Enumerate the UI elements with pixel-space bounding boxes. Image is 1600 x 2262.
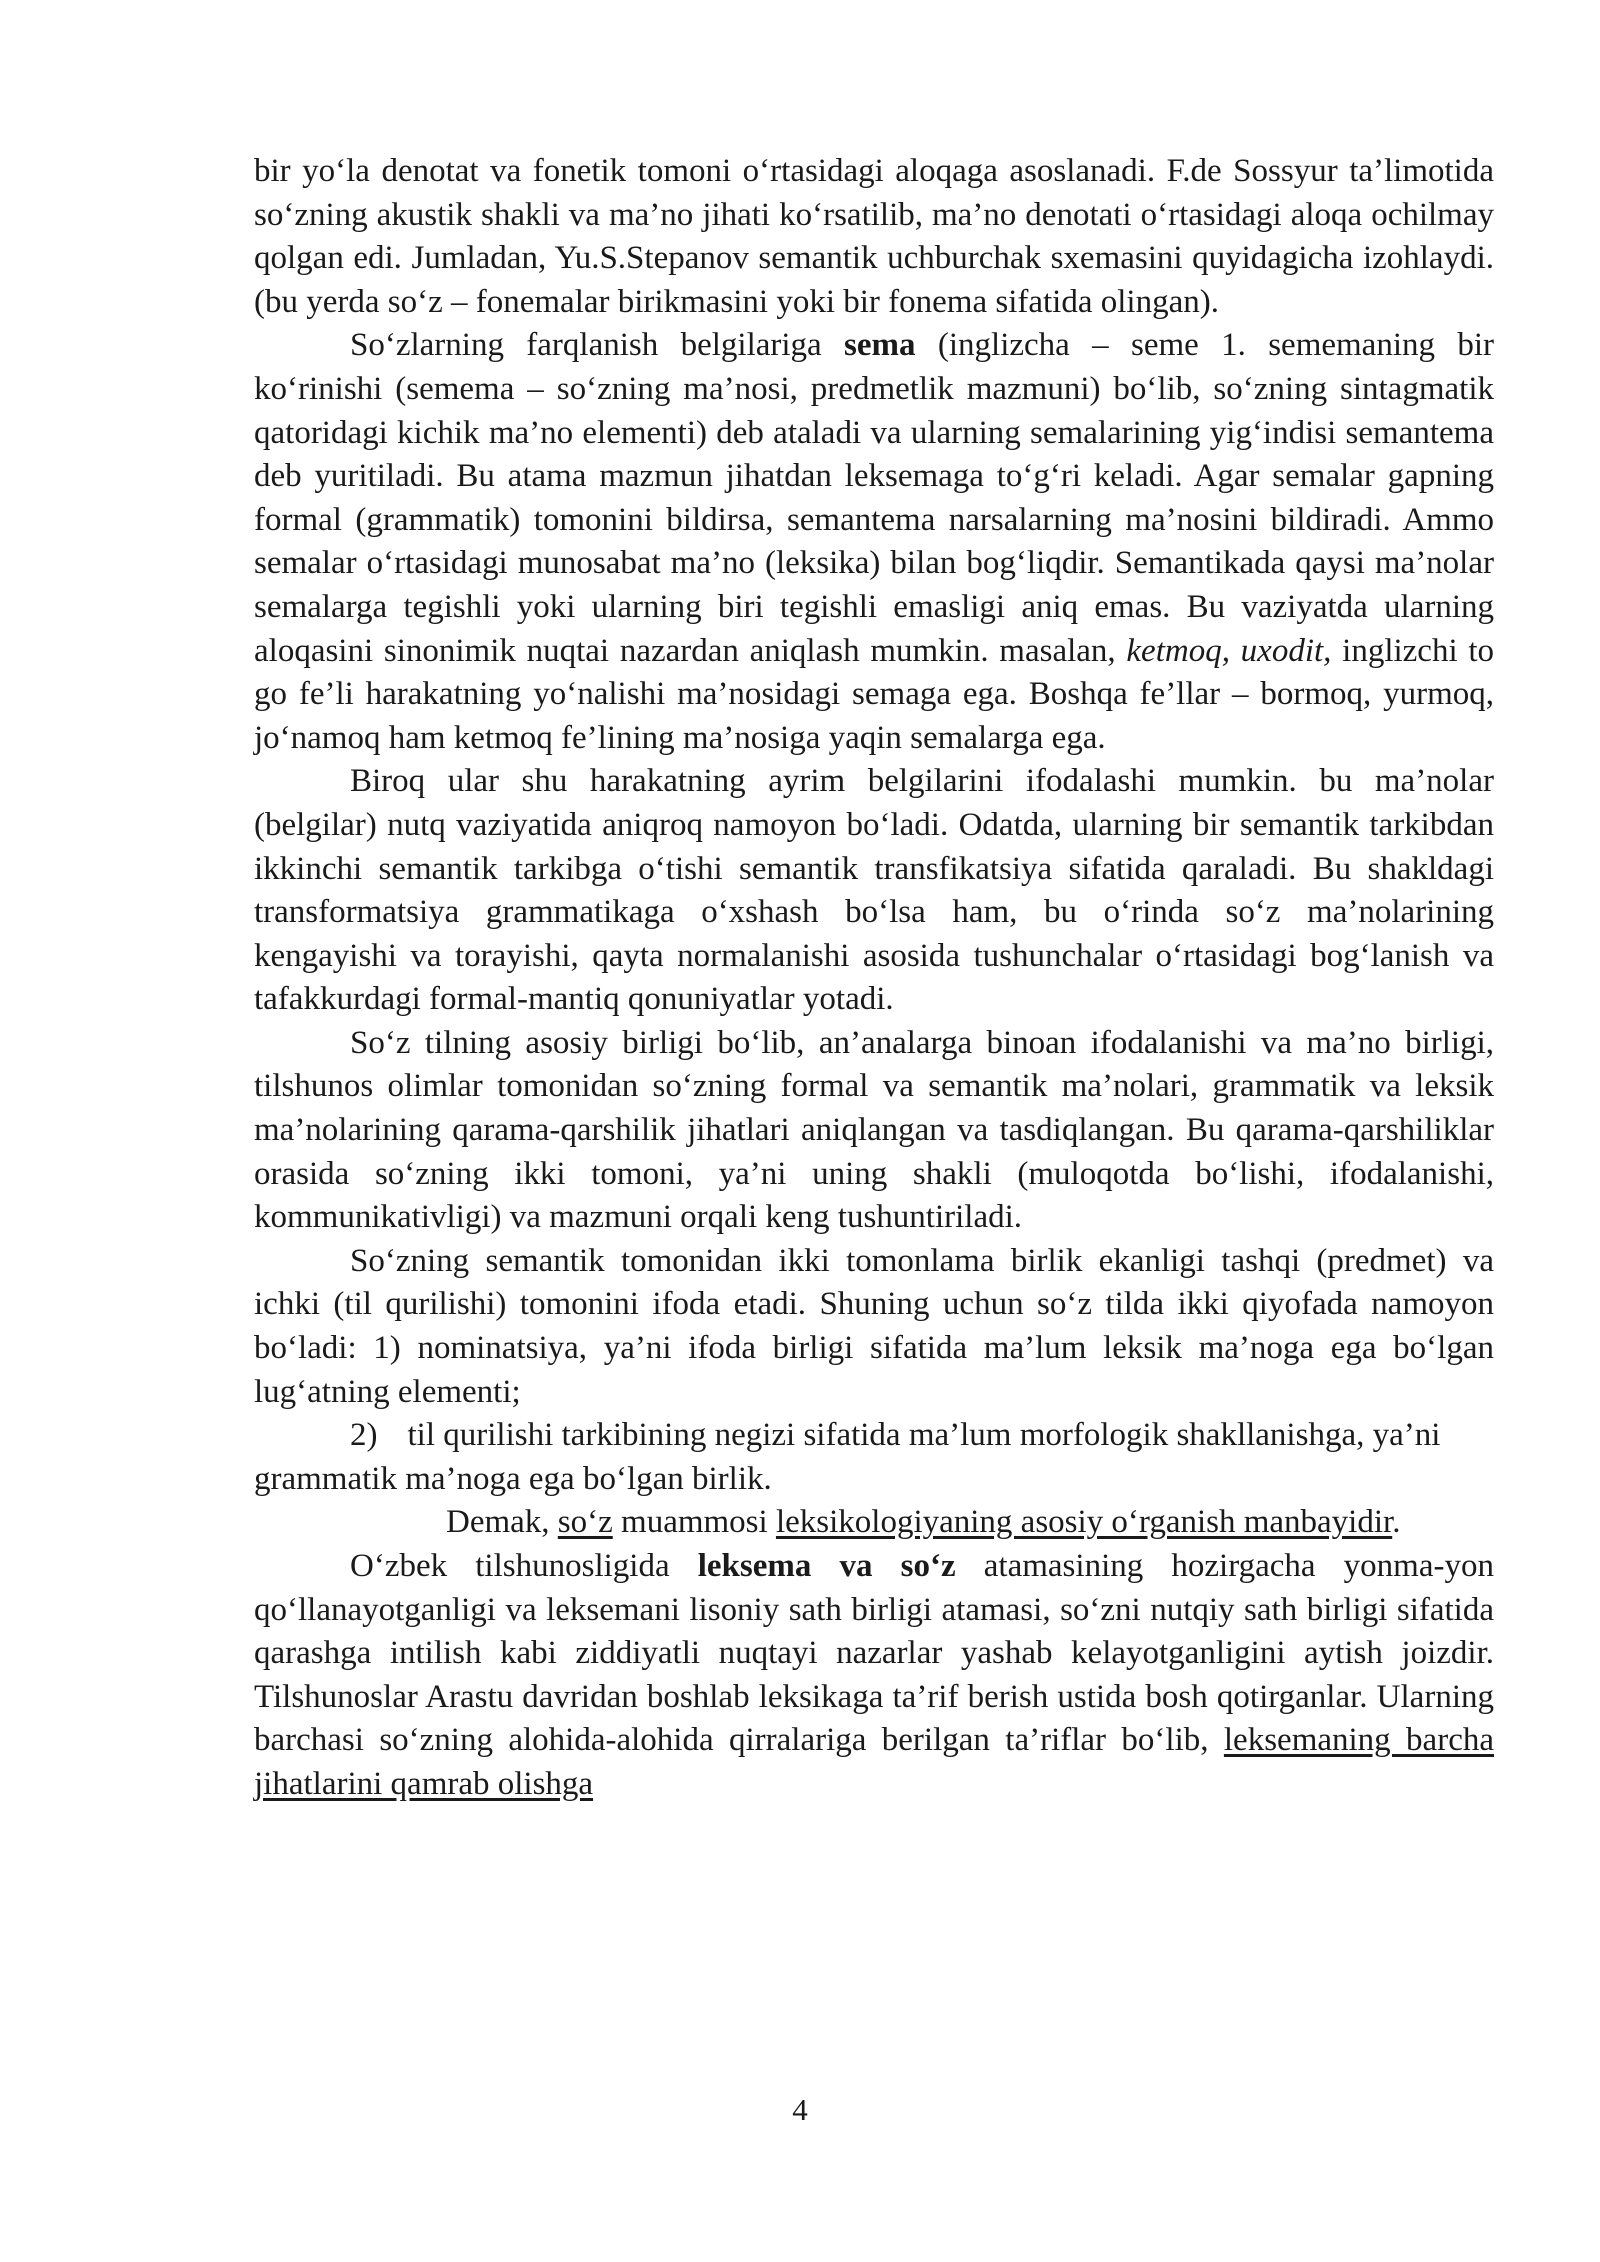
paragraph-text: atamasining hozirgacha yonma-yon qo‘llanayotganligi va leksemani lisoniy sath birligi atamasi, so‘zni nutqiy sath birligi sifatida qarashga intilish kabi ziddiyatli nuqtayi nazarlar yashab kelayotganligini aytish joizdir. Tilshunoslar Arastu davridan boshlab leksikaga ta’rif berish ustida bosh qotirganlar. Ularning barchasi so‘zning alohida-alohida qirralariga berilgan ta’riflar bo‘lib, — [254, 1548, 1494, 1759]
paragraph-text: (inglizcha – seme 1. sememaning bir ko‘rinishi (semema – so‘zning ma’nosi, predmetlik mazmuni) bo‘lib, so‘zning sintagmatik qatoridagi kichik ma’no elementi) deb ataladi va ularning semalarining yig‘indisi semantema deb yuritiladi. Bu atama mazmun jihatdan leksemaga to‘g‘ri keladi. Agar semalar gapning formal (grammatik) tomonini bildirsa, semantema narsalarning ma’nosini bildiradi. Ammo semalar o‘rtasidagi munosabat ma’no (leksika) bilan bog‘liqdir. Semantikada qaysi ma’nolar semalarga tegishli yoki ularning biri tegishli emasligi aniq emas. Bu vaziyatda ularning aloqasini sinonimik nuqtai nazardan aniqlash mumkin. masalan, — [254, 327, 1494, 669]
paragraph-text: Demak, — [446, 1504, 558, 1541]
paragraph-3 — [254, 760, 1494, 1022]
underlined-phrase: leksikologiyaning asosiy o‘rganish manbayidir — [775, 1504, 1393, 1541]
paragraph-text: muammosi — [612, 1504, 776, 1541]
paragraph-text: inglizchi to go fe’li harakatning yo‘nalishi ma’nosidagi semaga ega. Boshqa fe’llar – bormoq, yurmoq, jo‘namoq ham ketmoq fe’lining ma’nosiga yaqin semalarga ega. — [254, 632, 1495, 756]
paragraph-4 — [254, 1022, 1494, 1240]
term-leksema-va-soz: leksema va so‘z — [697, 1548, 956, 1584]
paragraph-text: bir yo‘la denotat va fonetik tomoni o‘rtasidagi aloqaga asoslanadi. F.de Sossyur ta’limotida so‘zning akustik shakli va ma’no jihati ko‘rsatilib, ma’no denotati o‘rtasidagi aloqa ochilmay qolgan edi. Jumladan, Yu.S.Stepanov semantik uchburchak sxemasini quyidagicha izohlaydi. (bu yerda so‘z – fonemalar birikmasini yoki bir fonema sifatida olingan). — [254, 153, 1494, 320]
item-number: 2) — [350, 1417, 378, 1454]
paragraph-2 — [254, 324, 1494, 760]
paragraph-text: O‘zbek tilshunosligida — [350, 1548, 698, 1584]
paragraph-1 — [254, 150, 1494, 324]
underlined-phrase: leksemaning barcha jihatlarini qamrab olishga — [254, 1722, 1494, 1802]
paragraph-text: So‘zlarning farqlanish belgilariga — [350, 327, 845, 364]
numbered-item-2 — [254, 1414, 1494, 1501]
paragraph-text: So‘zning semantik tomonidan ikki tomonlama birlik ekanligi tashqi (predmet) va ichki (til qurilishi) tomonini ifoda etadi. Shuning uchun so‘z tilda ikki qiyofada namoyon bo‘ladi: 1) nominatsiya, ya’ni ifoda birligi sifatida ma’lum leksik ma’noga ega bo‘lgan lug‘atning elementi; — [254, 1242, 1494, 1410]
italic-example: ketmoq, uxodit, — [1126, 632, 1332, 669]
paragraph-text: So‘z tilning asosiy birligi bo‘lib, an’analarga binoan ifodalanishi va ma’no birligi, tilshunos olimlar tomonidan so‘zning formal va semantik ma’nolari, grammatik va leksik ma’nolarining qarama-qarshilik jihatlari aniqlangan va tasdiqlangan. Bu qarama-qarshiliklar orasida so‘zning ikki tomoni, ya’ni uning shakli (muloqotda bo‘lishi, ifodalanishi, kommunikativligi) va mazmuni orqali keng tushuntiriladi. — [254, 1024, 1494, 1236]
paragraph-text: til qurilishi tarkibining negizi sifatida ma’lum morfologik shakllanishga, ya’ni grammatik ma’noga ega bo‘lgan birlik. — [254, 1417, 1441, 1497]
term-sema: sema — [844, 327, 916, 364]
paragraph-text: Biroq ular shu harakatning ayrim belgilarini ifodalashi mumkin. bu ma’nolar (belgilar) nutq vaziyatida aniqroq namoyon bo‘ladi. Odatda, ularning bir semantik tarkibdan ikkinchi semantik tarkibga o‘tishi semantik transfikatsiya sifatida qaraladi. Bu shakldagi transformatsiya grammatikaga o‘xshash bo‘lsa ham, bu o‘rinda so‘z ma’nolarining kengayishi va torayishi, qayta normalanishi asosida tushunchalar o‘rtasidagi bog‘lanish va tafakkurdagi formal-mantiq qonuniyatlar yotadi. — [254, 763, 1494, 1018]
paragraph-5 — [254, 1240, 1494, 1414]
page-number: 4 — [792, 2092, 808, 2127]
paragraph-8 — [254, 1545, 1494, 1807]
underlined-term: so‘z — [557, 1504, 613, 1541]
conclusion-paragraph — [254, 1501, 1494, 1545]
document-page — [254, 150, 1494, 1807]
paragraph-text: . — [1392, 1504, 1401, 1541]
